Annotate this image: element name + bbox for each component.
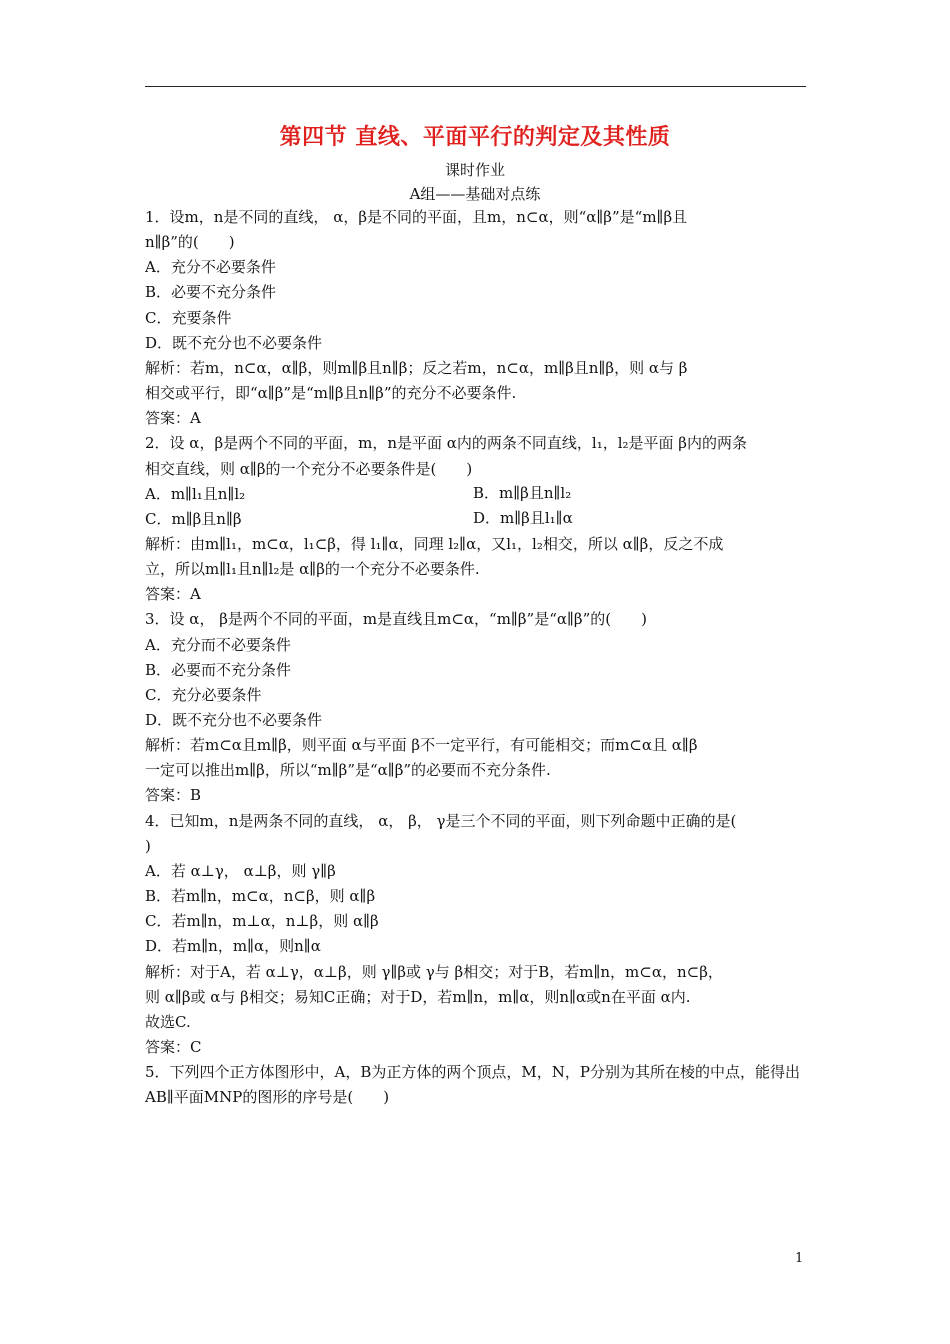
text-line: 解析：若m⊂α且m∥β，则平面 α与平面 β不一定平行，有可能相交；而m⊂α且 α∥β (145, 736, 698, 755)
header-rule (145, 86, 806, 87)
text-line: A．充分而不必要条件 (145, 635, 291, 654)
text-line: C．若m∥n，m⊥α，n⊥β，则 α∥β (145, 912, 379, 931)
text-line: 答案：C (145, 1037, 202, 1056)
text-line: D．既不充分也不必要条件 (145, 333, 323, 352)
text-line: 相交或平行，即“α∥β”是“m∥β且n∥β”的充分不必要条件. (145, 384, 517, 402)
option-b-q2: B．m∥β且n∥l₂ (473, 484, 572, 502)
text-line: 解析：由m∥l₁，m⊂α，l₁⊂β，得 l₁∥α，同理 l₂∥α，又l₁，l₂相交，所以 α∥β，反之不成 (145, 535, 724, 553)
text-line: C．充要条件 (145, 308, 232, 327)
text-line: 5．下列四个正方体图形中，A，B为正方体的两个顶点，M，N，P分别为其所在棱的中点，能得出 (145, 1063, 800, 1082)
text-line: 4．已知m，n是两条不同的直线， α， β， γ是三个不同的平面，则下列命题中正确的是( (145, 811, 737, 830)
text-line: 答案：A (145, 585, 201, 604)
text-line: 解析：若m，n⊂α，α∥β，则m∥β且n∥β；反之若m，n⊂α，m∥β且n∥β，则 α与 β (145, 358, 688, 377)
option-d-q2: D．m∥β且l₁∥α (473, 509, 573, 527)
text-line: B．必要而不充分条件 (145, 660, 292, 679)
text-line: 立，所以m∥l₁且n∥l₂是 α∥β的一个充分不必要条件. (145, 560, 480, 579)
text-line: 则 α∥β或 α与 β相交；易知C正确；对于D，若m∥n，m∥α，则n∥α或n在平面 α内. (145, 987, 691, 1006)
text-line: 故选C. (145, 1012, 191, 1031)
text-line: C．m∥β且n∥β (145, 509, 242, 528)
text-line: C．充分必要条件 (145, 685, 262, 704)
page-title: 第四节 直线、平面平行的判定及其性质 (279, 124, 671, 150)
text-line: A．m∥l₁且n∥l₂ (145, 484, 246, 503)
text-line: 解析：对于A，若 α⊥γ，α⊥β，则 γ∥β或 γ与 β相交；对于B，若m∥n，m⊂α，n⊂β， (145, 962, 723, 981)
text-line: ) (145, 836, 151, 855)
text-line: 3．设 α， β是两个不同的平面，m是直线且m⊂α，“m∥β”是“α∥β”的( ) (145, 610, 647, 629)
text-line: 答案：B (145, 786, 202, 805)
text-line: 答案：A (145, 409, 201, 428)
subtitle: 课时作业 (444, 161, 505, 179)
text-line: 1．设m，n是不同的直线， α，β是不同的平面，且m，n⊂α，则“α∥β”是“m∥β且 (145, 208, 688, 226)
text-line: A．充分不必要条件 (145, 258, 276, 277)
group-heading: A组——基础对点练 (409, 185, 541, 203)
text-line: 一定可以推出m∥β，所以“m∥β”是“α∥β”的必要而不充分条件. (145, 761, 551, 780)
text-line: n∥β”的( ) (145, 233, 235, 252)
page-number: 1 (795, 1251, 804, 1266)
text-line: D．既不充分也不必要条件 (145, 711, 323, 729)
text-line: 2．设 α，β是两个不同的平面，m，n是平面 α内的两条不同直线，l₁，l₂是平面 β内的两条 (145, 434, 747, 453)
text-line: AB∥平面MNP的图形的序号是( ) (145, 1088, 390, 1107)
text-line: A．若 α⊥γ， α⊥β，则 γ∥β (145, 861, 336, 880)
text-line: D．若m∥n，m∥α，则n∥α (145, 937, 321, 956)
text-line: 相交直线，则 α∥β的一个充分不必要条件是( ) (145, 459, 473, 478)
text-line: B．必要不充分条件 (145, 283, 277, 302)
text-line: B．若m∥n，m⊂α，n⊂β，则 α∥β (145, 887, 376, 905)
